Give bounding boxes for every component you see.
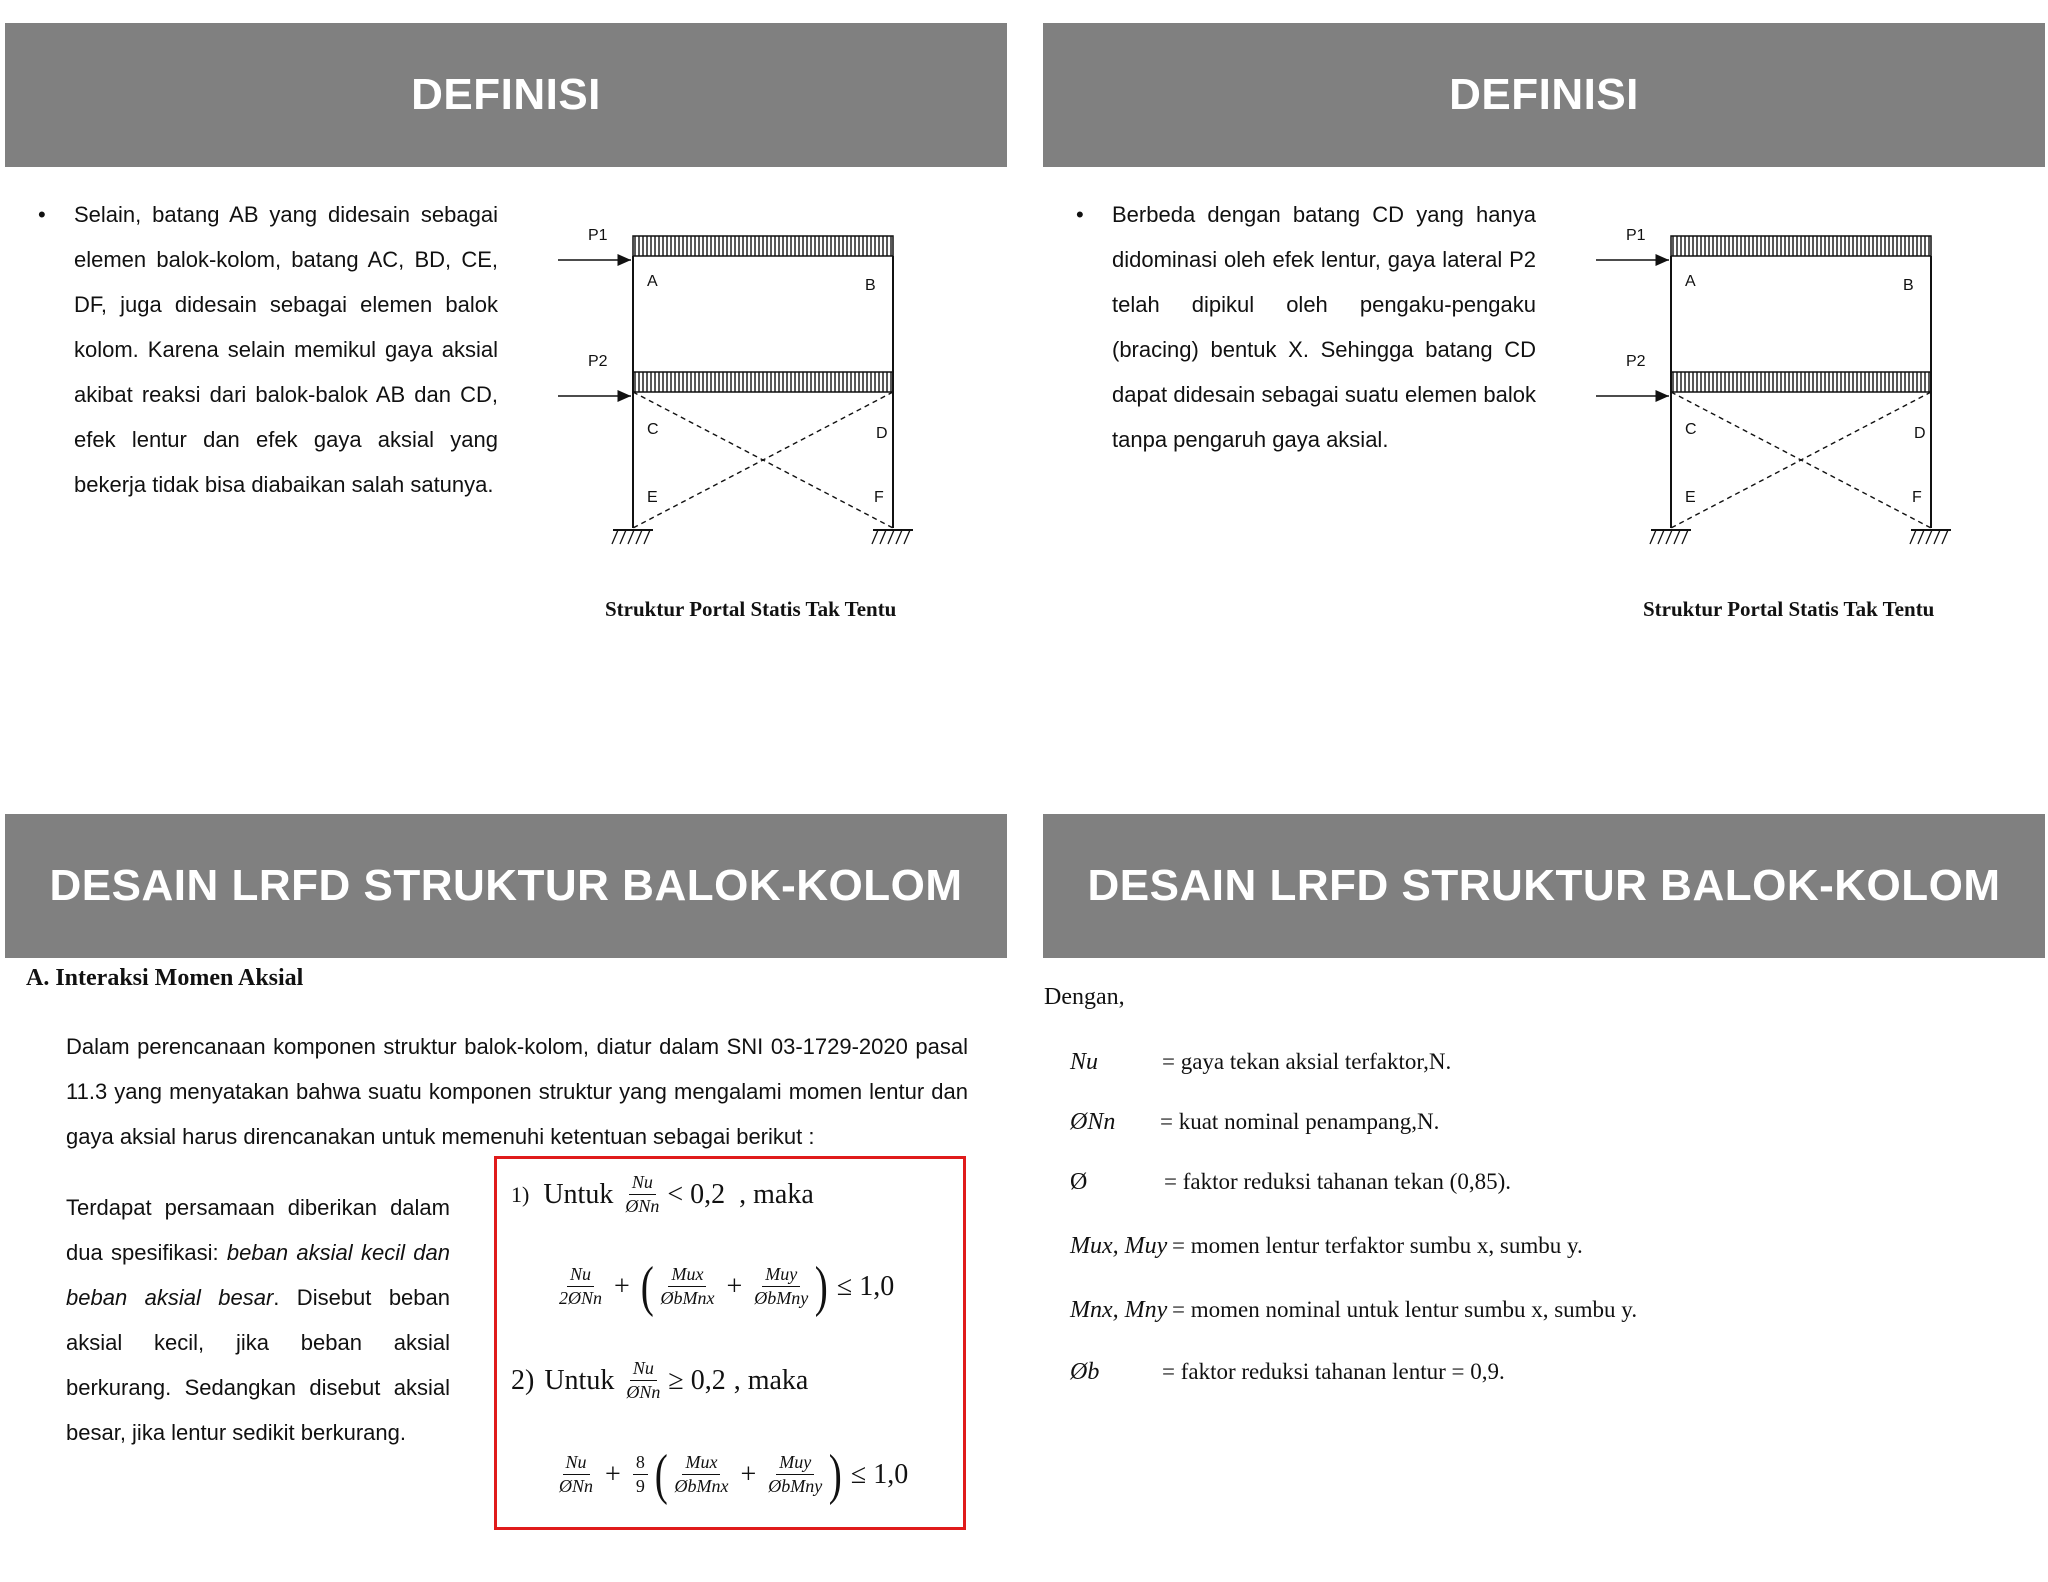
case2-then: , maka (733, 1364, 809, 1396)
definition-text: = gaya tekan aksial terfaktor,N. (1162, 1049, 1452, 1074)
definition-row (1070, 1352, 1505, 1392)
label-e: E (647, 489, 658, 506)
fraction-mux: $\frac{\text{Mux}}{\text{ØbMnx}}$ (674, 1452, 729, 1496)
case1-threshold: < 0,2 (667, 1178, 726, 1210)
slide-definisi-2 (1024, 0, 2048, 790)
label-c: C (1685, 421, 1697, 438)
fraction-eight-ninths: $\frac{8}{9}$ (633, 1453, 648, 1497)
label-d: D (1914, 425, 1926, 442)
note-text-pre: Terdapat persamaan diberikan dalam dua spesifikasi: (66, 1195, 450, 1265)
bullet-paragraph (38, 192, 498, 507)
label-p2: P2 (588, 353, 608, 370)
label-f: F (874, 489, 884, 506)
fraction-nu-over-phinn: $\frac{Nu}{\text{ØNn}}$ (625, 1172, 660, 1216)
case2-word: Untuk (544, 1364, 615, 1396)
bullet-icon: • (1076, 202, 1084, 227)
label-p1: P1 (588, 227, 608, 244)
definition-row (1070, 1102, 1440, 1142)
definition-text: = faktor reduksi tahanan lentur = 0,9. (1162, 1359, 1505, 1384)
label-p2: P2 (1626, 353, 1646, 370)
title-bar (1043, 23, 2045, 167)
slide-title: DEFINISI (1449, 70, 1639, 119)
case2-equation: $\frac{Nu}{\text{ØNn}}$ + $\frac{8}{9}$ ( $\frac{\text{Mux}}{\text{ØbMnx}}$ + $\frac{\text{Muy}}{\text{ØbMny}}$ ) ≤ 1,0 (559, 1444, 909, 1506)
label-c: C (647, 421, 659, 438)
portal-frame-diagram (1588, 212, 1958, 562)
note-text-post: . Disebut beban aksial kecil, jika beban aksial berkurang. Sedangkan disebut aksial besar, jika lentur sedikit berkurang. (66, 1285, 450, 1445)
definitions-intro: Dengan, (1044, 984, 1125, 1010)
definition-text: = momen nominal untuk lentur sumbu x, sumbu y. (1172, 1297, 1638, 1322)
fraction-mux: $\frac{\text{Mux}}{\text{ØbMnx}}$ (660, 1264, 715, 1308)
fraction-nu-over-2phinn: $\frac{Nu}{\text{2ØNn}}$ (559, 1264, 603, 1308)
plus-sign: + (614, 1271, 630, 1302)
definition-row (1070, 1042, 1452, 1082)
fraction-nu-over-phinn: $\frac{Nu}{\text{ØNn}}$ (626, 1358, 661, 1402)
case1-number: 1) (511, 1181, 530, 1207)
case1-then: , maka (739, 1178, 814, 1210)
diagram-caption: Struktur Portal Statis Tak Tentu (1643, 597, 1935, 621)
plus-sign: + (726, 1271, 743, 1302)
slide-title: DESAIN LRFD STRUKTUR BALOK-KOLOM (1087, 861, 2001, 910)
definition-symbol: Mux, Muy (1070, 1232, 1168, 1259)
case2-condition (511, 1359, 808, 1403)
case1-word: Untuk (543, 1178, 614, 1210)
slide-title: DESAIN LRFD STRUKTUR BALOK-KOLOM (49, 861, 963, 910)
fraction-muy: $\frac{\text{Muy}}{\text{ØbMny}}$ (768, 1452, 823, 1496)
label-b: B (865, 277, 876, 294)
title-bar (5, 814, 1007, 958)
slide-lrfd-2 (1024, 792, 2048, 1582)
definition-text: = faktor reduksi tahanan tekan (0,85). (1164, 1169, 1511, 1194)
bullet-icon: • (38, 202, 46, 227)
plus-sign: + (605, 1459, 621, 1490)
case2-number: 2) (511, 1364, 535, 1396)
definition-row (1070, 1162, 1511, 1202)
definition-symbol: Ø (1070, 1168, 1088, 1195)
portal-frame-diagram (550, 212, 920, 562)
definition-row (1070, 1290, 1638, 1330)
diagram-caption: Struktur Portal Statis Tak Tentu (605, 597, 897, 621)
label-b: B (1903, 277, 1914, 294)
bullet-paragraph (1076, 192, 1536, 462)
case1-condition (511, 1173, 814, 1217)
label-d: D (876, 425, 888, 442)
fraction-muy: $\frac{\text{Muy}}{\text{ØbMny}}$ (754, 1264, 809, 1308)
slide-definisi-1 (0, 0, 1024, 790)
label-a: A (1685, 273, 1696, 290)
definition-row (1070, 1226, 1583, 1266)
fraction-nu-over-phinn: $\frac{Nu}{\text{ØNn}}$ (559, 1452, 594, 1496)
interaction-formula-box (494, 1156, 966, 1530)
label-f: F (1912, 489, 1922, 506)
definition-text: = momen lentur terfaktor sumbu x, sumbu y. (1172, 1233, 1583, 1258)
bullet-text: Berbeda dengan batang CD yang hanya didominasi oleh efek lentur, gaya lateral P2 telah dipikul oleh pengaku-pengaku (bracing) bentuk X. Sehingga batang CD dapat didesain sebagai suatu elemen balok tanpa pengaruh gaya aksial. (1112, 202, 1536, 452)
slide-title: DEFINISI (411, 70, 601, 119)
spec-note (66, 1185, 450, 1455)
slide-lrfd-1 (0, 792, 1024, 1582)
title-bar (5, 23, 1007, 167)
intro-paragraph: Dalam perencanaan komponen struktur balok-kolom, diatur dalam SNI 03-1729-2020 pasal 11.3 yang menyatakan bahwa suatu komponen struktur yang mengalami momen lentur dan gaya aksial harus direncanakan untuk memenuhi ketentuan sebagai berikut : (66, 1034, 968, 1149)
case2-threshold: ≥ 0,2 (668, 1364, 726, 1396)
definition-symbol: ØNn (1070, 1108, 1116, 1135)
label-a: A (647, 273, 658, 290)
title-bar (1043, 814, 2045, 958)
case2-limit: ≤ 1,0 (850, 1459, 909, 1490)
bullet-text: Selain, batang AB yang didesain sebagai elemen balok-kolom, batang AC, BD, CE, DF, juga didesain sebagai elemen balok kolom. Karena selain memikul gaya aksial akibat reaksi dari balok-balok AB dan CD, efek lentur dan efek gaya aksial yang bekerja tidak bisa diabaikan salah satunya. (74, 202, 498, 497)
case1-equation: $\frac{Nu}{\text{2ØNn}}$ + ( $\frac{\text{Mux}}{\text{ØbMnx}}$ + $\frac{\text{Muy}}{\text{ØbMny}}$ ) ≤ 1,0 (559, 1256, 895, 1318)
plus-sign: + (740, 1459, 757, 1490)
definition-symbol: Øb (1070, 1358, 1100, 1385)
note-text-italic: beban aksial kecil dan beban aksial besar (66, 1240, 450, 1310)
definition-symbol: Nu (1070, 1048, 1099, 1075)
definition-symbol: Mnx, Mny (1070, 1296, 1168, 1323)
label-p1: P1 (1626, 227, 1646, 244)
label-e: E (1685, 489, 1696, 506)
section-heading: A. Interaksi Momen Aksial (26, 965, 304, 991)
case1-limit: ≤ 1,0 (836, 1271, 895, 1302)
definition-text: = kuat nominal penampang,N. (1160, 1109, 1440, 1134)
